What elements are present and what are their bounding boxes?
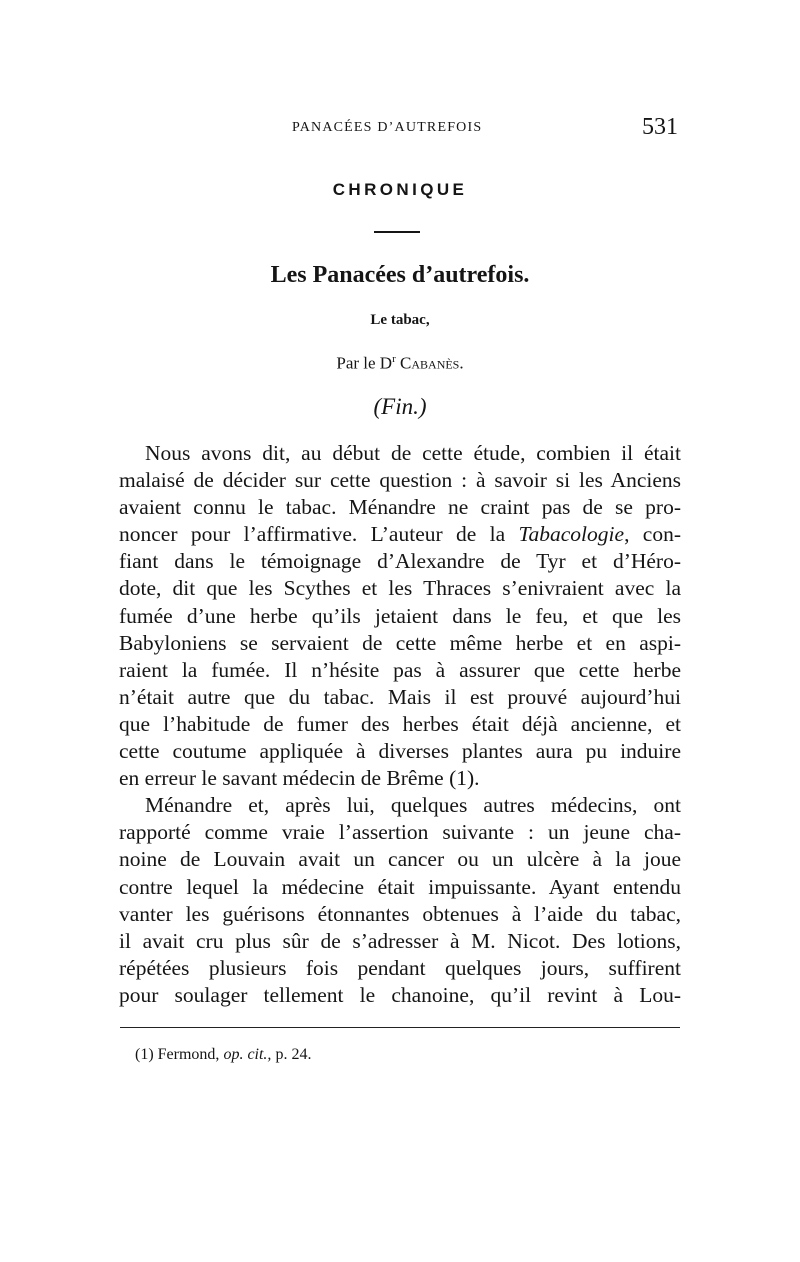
body-line: Ménandre et, après lui, quelques autres médecins, ont	[145, 793, 681, 818]
byline-prefix: Par le D	[336, 353, 393, 373]
body-line: Nous avons dit, au début de cette étude, combien il était	[145, 441, 681, 465]
running-title: PANACÉES D’AUTREFOIS	[292, 120, 483, 135]
running-head	[120, 114, 680, 144]
footnote-marker: (1)	[135, 1046, 154, 1063]
body-line: fumée d’une herbe qu’ils jetaient dans le feu, et que les	[119, 603, 681, 628]
byline-author: Cabanès.	[400, 353, 464, 373]
body-line: pour soulager tellement le chanoine, qu’il revint à Lou-	[119, 982, 681, 1007]
book-title: Tabacologie	[518, 522, 625, 547]
body-line: noncer pour l’affirmative. L’auteur de la Tabacologie, con-	[119, 522, 681, 547]
section-title: CHRONIQUE	[332, 180, 468, 199]
page-number: 531	[642, 114, 678, 140]
footnote	[135, 1046, 311, 1064]
body-line: raient la fumée. Il n’hésite pas à assurer que cette herbe	[119, 657, 681, 682]
body-line: avaient connu le tabac. Ménandre ne craint pas de se pro-	[119, 495, 681, 520]
body-line: noine de Louvain avait un cancer ou un ulcère à la joue	[119, 847, 681, 872]
body-line: vanter les guérisons étonnantes obtenues à l’aide du tabac,	[119, 901, 681, 926]
body-line: dote, dit que les Scythes et les Thraces s’enivraient avec la	[119, 576, 681, 601]
body-line: en erreur le savant médecin de Brême (1).	[119, 766, 480, 791]
body-line: malaisé de décider sur cette question : à savoir si les Anciens	[119, 468, 681, 493]
body-line: rapporté comme vraie l’assertion suivante : un jeune cha-	[119, 820, 681, 845]
article-subtitle: Le tabac,	[370, 312, 430, 328]
body-line: il avait cru plus sûr de s’adresser à M. Nicot. Des lotions,	[119, 928, 681, 953]
footnote-page: p. 24.	[275, 1046, 312, 1063]
footnote-author: Fermond,	[157, 1046, 220, 1063]
body-line: que l’habitude de fumer des herbes était déjà ancienne, et	[119, 711, 681, 736]
title-rule	[374, 231, 420, 233]
body-text	[119, 440, 681, 1009]
body-line: cette coutume appliquée à diverses plantes aura pu induire	[119, 739, 681, 764]
body-line: contre lequel la médecine était impuissante. Ayant entendu	[119, 874, 681, 899]
body-line: répétées plusieurs fois pendant quelques jours, suffirent	[119, 955, 681, 980]
article-title: Les Panacées d’autrefois.	[270, 262, 530, 288]
body-line: n’était autre que du tabac. Mais il est prouvé aujourd’hui	[119, 684, 681, 709]
body-line: fiant dans le témoignage d’Alexandre de Tyr et d’Héro-	[119, 549, 681, 574]
footnote-rule	[120, 1027, 680, 1028]
byline	[0, 353, 800, 374]
footnote-ref: op. cit.,	[223, 1046, 272, 1063]
byline-sup: r	[392, 353, 396, 365]
continuation-note: (Fin.)	[373, 394, 427, 419]
body-line: Babyloniens se servaient de cette même herbe et en aspi-	[119, 630, 681, 655]
